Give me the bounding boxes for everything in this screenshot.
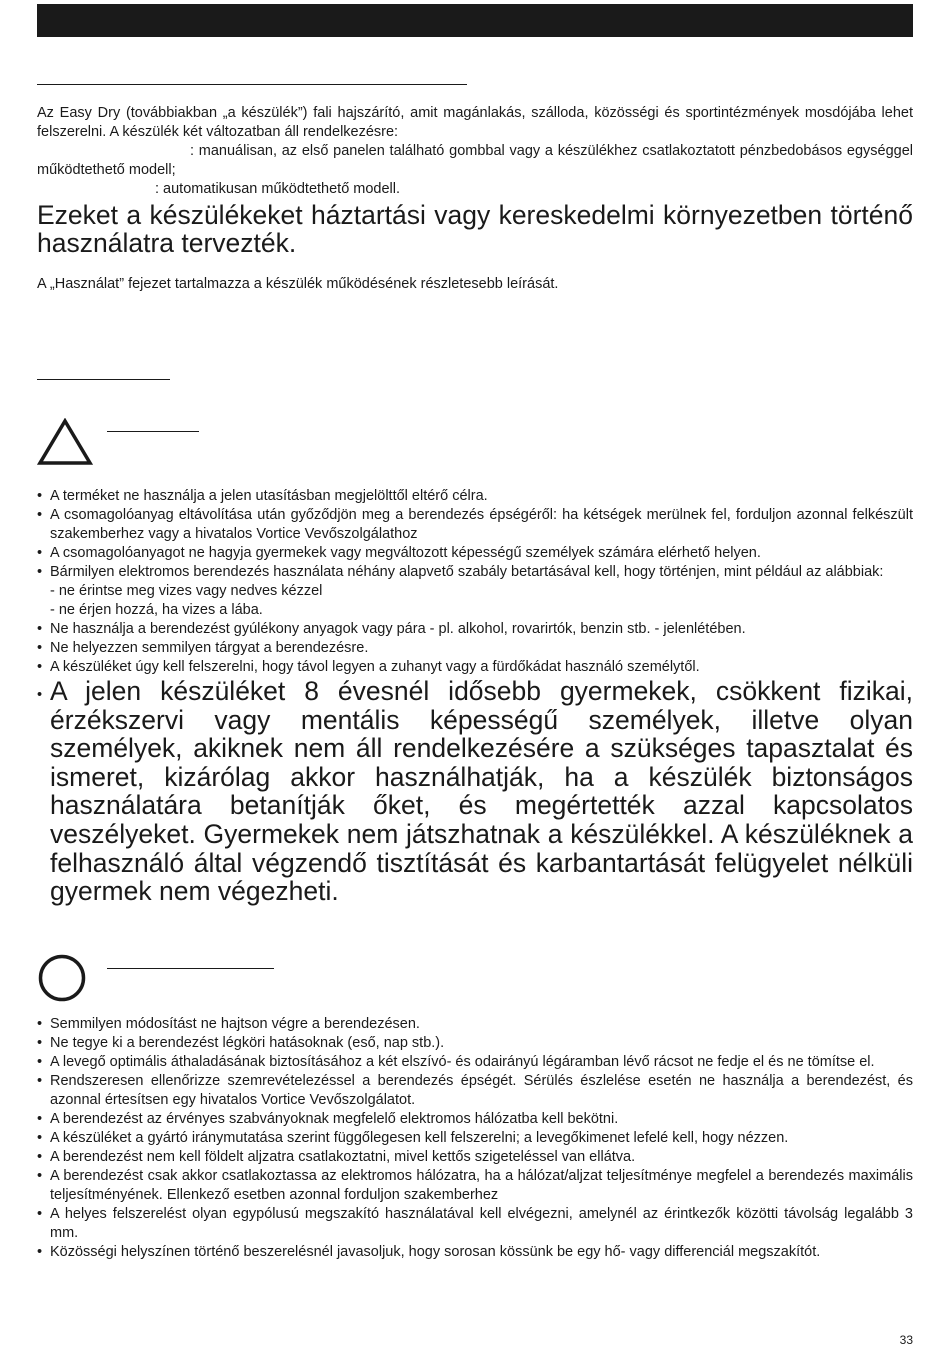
warning-list: [37, 487, 913, 906]
intended-use-statement: Ezeket a készülékeket háztartási vagy kereskedelmi környezetben történő használatra tervezték.: [37, 200, 913, 258]
list-item: • A levegő optimális áthaladásának biztosításához a két elszívó- és odairányú légáramban lévő rácsot ne fedje el és ne tömítse el.: [37, 1054, 875, 1070]
list-item: • Rendszeresen ellenőrizze szemrevételezéssel a berendezés épségét. Sérülés észlelése esetén ne használja a berendezést, és azonnal értesítsen egy hivatalos Vortice Vevőszolgálatot.: [37, 1073, 913, 1108]
variant-manual: : manuálisan, az első panelen található gombbal vagy a készülékhez csatlakoztatott pénzbedobásos egységgel működtethető modell;: [37, 143, 913, 178]
list-item: • A terméket ne használja a jelen utasításban megjelölttől eltérő célra.: [37, 488, 488, 504]
list-subitem: - ne érintse meg vizes vagy nedves kézzel: [50, 583, 323, 599]
list-item: • Bármilyen elektromos berendezés használata néhány alapvető szabály betartásával kell, hogy történjen, mint például az alábbiak:: [37, 564, 884, 580]
prohibition-circle-icon: [37, 953, 87, 1003]
list-item: • A berendezést csak akkor csatlakoztassa az elektromos hálózatra, ha a hálózat/aljzat teljesítménye megfelel a berendezés maximális teljesítményének. Ellenkező esetben azonnal forduljon szakemberhez: [37, 1168, 913, 1203]
section-title-rule: [37, 84, 467, 85]
list-item: • Semmilyen módosítást ne hajtson végre a berendezésen.: [37, 1016, 420, 1032]
list-item: • Ne helyezzen semmilyen tárgyat a berendezésre.: [37, 640, 369, 656]
list-item: • A csomagolóanyagot ne hagyja gyermekek vagy megváltozott képességű személyek számára elérhető helyen.: [37, 545, 761, 561]
prohibition-list: [37, 1015, 913, 1262]
warning-heading-rule: [107, 431, 199, 432]
list-subitem: - ne érjen hozzá, ha vizes a lába.: [50, 602, 263, 618]
header-bar: [37, 4, 913, 37]
usage-reference: A „Használat” fejezet tartalmazza a készülék működésének részletesebb leírását.: [37, 276, 559, 292]
intro-line: Az Easy Dry (továbbiakban „a készülék”) fali hajszárító, amit magánlakás, szálloda, közösségi és sportintézmények mosdójába lehet felszerelni. A készülék két változatban áll rendelkezésre:: [37, 105, 913, 140]
list-item: • Közösségi helyszínen történő beszerelésnél javasoljuk, hogy sorosan kössünk be egy hő- vagy differenciál megszakítót.: [37, 1244, 821, 1260]
list-item: • A berendezést nem kell földelt aljzatra csatlakoztatni, mivel kettős szigeteléssel van ellátva.: [37, 1149, 636, 1165]
list-item: • A készüléket úgy kell felszerelni, hogy távol legyen a zuhanyt vagy a fürdőkádat használó személytől.: [37, 659, 700, 675]
list-item: • Ne tegye ki a berendezést légköri hatásoknak (eső, nap stb.).: [37, 1035, 445, 1051]
intro-paragraph: [37, 104, 913, 199]
page-number: 33: [899, 1333, 913, 1347]
list-item: • A helyes felszerelést olyan egypólusú megszakító használatával kell elvégezni, amelynél az érintkezők közötti távolság legalább 3 mm.: [37, 1206, 913, 1241]
prohibition-heading-rule: [107, 968, 274, 969]
list-item: • A csomagolóanyag eltávolítása után győződjön meg a berendezés épségéről: ha kétségek merülnek fel, forduljon azonnal felkészült szakemberhez vagy a hivatalos Vortice Vevőszolgálathoz: [37, 507, 913, 542]
list-item: • A készüléket a gyártó iránymutatása szerint függőlegesen kell felszerelni; a levegőkimenet lefelé kell, hogy nézzen.: [37, 1130, 789, 1146]
list-item: • Ne használja a berendezést gyúlékony anyagok vagy pára - pl. alkohol, rovarirtók, benzin stb. - jelenlétében.: [37, 621, 746, 637]
warning-triangle-icon: [37, 418, 93, 466]
list-item-emphasis: • A jelen készüléket 8 évesnél idősebb gyermekek, csökkent fizikai, érzékszervi vagy mentális képességű személyek, illetve olyan személyek, akiknek nem áll rendelkezésére a szükséges tapasztalat és ismeret, kizárólag akkor használhatják, ha a készülék biztonságos használatára betanítják őket, és megértették azzal kapcsolatos veszélyeket. Gyermekek nem játszhatnak a készülékkel. A készüléknek a felhasználó által végzendő tisztítását és karbantartását felügyelet nélküli gyermek nem végezheti.: [37, 676, 913, 907]
variant-auto: : automatikusan működtethető modell.: [155, 181, 401, 197]
safety-title-rule: [37, 379, 170, 380]
list-item: • A berendezést az érvényes szabványoknak megfelelő elektromos hálózatba kell bekötni.: [37, 1111, 619, 1127]
